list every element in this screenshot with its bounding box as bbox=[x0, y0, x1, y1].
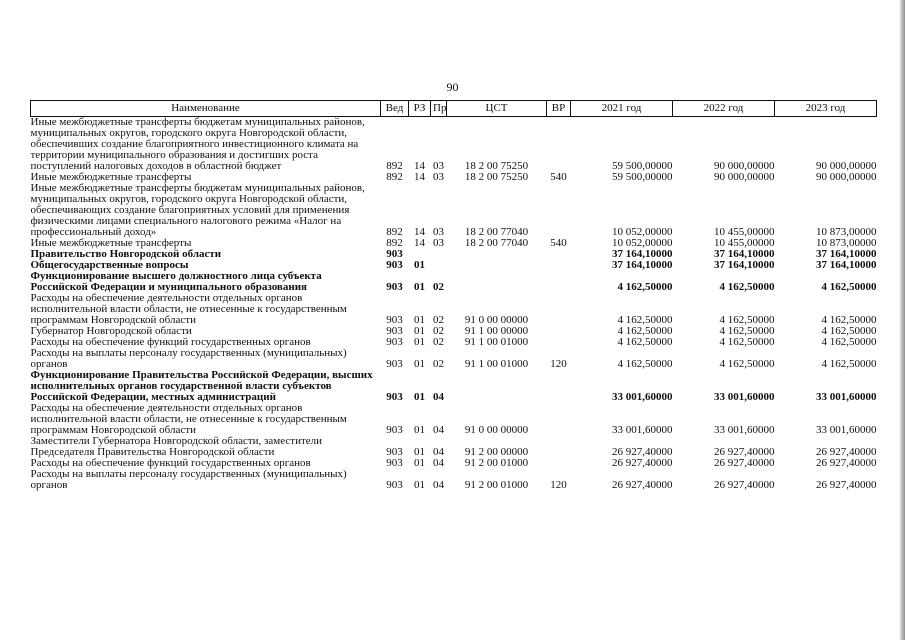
row-ved: 903 bbox=[386, 259, 403, 271]
row-vr bbox=[547, 260, 571, 271]
row-rz: 14 bbox=[414, 160, 425, 172]
row-name: Иные межбюджетные трансферты bbox=[30, 171, 192, 183]
table-row bbox=[31, 403, 877, 436]
row-2021-amount: 26 927,40000 bbox=[612, 479, 673, 491]
row-2021-amount: 33 001,60000 bbox=[612, 391, 673, 403]
row-cst: 91 1 00 01000 bbox=[464, 358, 529, 370]
row-vr: 540 bbox=[550, 171, 567, 183]
row-rz: 01 bbox=[414, 457, 425, 469]
row-name: Иные межбюджетные трансферты bbox=[30, 237, 192, 249]
row-2021-amount: 26 927,40000 bbox=[612, 457, 673, 469]
row-2023-amount: 90 000,00000 bbox=[816, 171, 877, 183]
row-ved: 892 bbox=[386, 171, 403, 183]
header-2022: 2022 год bbox=[673, 101, 775, 117]
row-2022-amount: 4 162,50000 bbox=[719, 358, 775, 370]
row-2023-amount: 4 162,50000 bbox=[821, 314, 877, 326]
row-name: Расходы на обеспечение функций государственных органов bbox=[30, 336, 311, 348]
row-cst bbox=[447, 271, 547, 293]
row-pr: 02 bbox=[433, 281, 444, 293]
row-vr: 540 bbox=[550, 237, 567, 249]
row-2023-amount: 4 162,50000 bbox=[821, 281, 877, 293]
row-ved: 903 bbox=[386, 358, 403, 370]
row-2021-amount: 37 164,10000 bbox=[612, 248, 673, 260]
row-cst: 91 1 00 01000 bbox=[464, 336, 529, 348]
scan-edge-shadow bbox=[899, 0, 905, 640]
row-rz: 01 bbox=[414, 336, 425, 348]
row-pr: 04 bbox=[433, 479, 444, 491]
row-2023-amount: 4 162,50000 bbox=[821, 358, 877, 370]
row-rz: 14 bbox=[414, 237, 425, 249]
row-2021-amount: 4 162,50000 bbox=[617, 281, 673, 293]
row-pr: 02 bbox=[433, 336, 444, 348]
row-cst bbox=[447, 260, 547, 271]
row-2021-amount: 10 052,00000 bbox=[612, 226, 673, 238]
row-2022-amount: 37 164,10000 bbox=[714, 248, 775, 260]
row-ved: 903 bbox=[386, 281, 403, 293]
row-cst: 91 2 00 01000 bbox=[464, 479, 529, 491]
row-name: Расходы на выплаты персоналу государственных (муниципальных) органов bbox=[30, 347, 347, 370]
row-ved: 892 bbox=[386, 226, 403, 238]
row-pr: 04 bbox=[433, 446, 444, 458]
row-cst: 18 2 00 77040 bbox=[464, 237, 529, 249]
row-2022-amount: 90 000,00000 bbox=[714, 160, 775, 172]
header-vr: ВР bbox=[547, 101, 571, 117]
row-2022-amount: 33 001,60000 bbox=[714, 391, 775, 403]
row-vr bbox=[547, 436, 571, 458]
row-2023-amount: 4 162,50000 bbox=[821, 336, 877, 348]
row-2022-amount: 37 164,10000 bbox=[714, 259, 775, 271]
row-name: Расходы на обеспечение деятельности отдельных органов исполнительной власти области, не отнесенные к государственным программам Новгородской области bbox=[30, 402, 347, 436]
header-rz: РЗ bbox=[409, 101, 431, 117]
row-pr: 04 bbox=[433, 424, 444, 436]
row-pr: 03 bbox=[433, 171, 444, 183]
row-pr: 04 bbox=[433, 391, 444, 403]
row-2021-amount: 33 001,60000 bbox=[612, 424, 673, 436]
row-name: Расходы на обеспечение функций государственных органов bbox=[30, 457, 311, 469]
row-2021-amount: 26 927,40000 bbox=[612, 446, 673, 458]
row-2022-amount: 26 927,40000 bbox=[714, 457, 775, 469]
table-row bbox=[31, 436, 877, 458]
row-name: Функционирование Правительства Российской Федерации, высших исполнительных органов государственной власти субъектов Российской Федерации, местных администраций bbox=[30, 369, 373, 403]
budget-table bbox=[30, 100, 877, 491]
row-ved: 903 bbox=[386, 336, 403, 348]
row-vr bbox=[547, 293, 571, 326]
row-pr: 02 bbox=[433, 325, 444, 337]
row-pr bbox=[431, 249, 447, 260]
row-pr: 02 bbox=[433, 358, 444, 370]
table-row bbox=[31, 117, 877, 173]
row-2021-amount: 4 162,50000 bbox=[617, 336, 673, 348]
row-ved: 903 bbox=[386, 424, 403, 436]
row-2023-amount: 90 000,00000 bbox=[816, 160, 877, 172]
row-vr bbox=[547, 337, 571, 348]
row-cst: 91 0 00 00000 bbox=[464, 424, 529, 436]
row-2022-amount: 26 927,40000 bbox=[714, 479, 775, 491]
row-2023-amount: 33 001,60000 bbox=[816, 424, 877, 436]
row-ved: 903 bbox=[386, 457, 403, 469]
row-vr bbox=[547, 403, 571, 436]
row-vr bbox=[547, 271, 571, 293]
row-rz: 01 bbox=[414, 358, 425, 370]
row-ved: 892 bbox=[386, 160, 403, 172]
header-cst: ЦСТ bbox=[447, 101, 547, 117]
row-ved: 903 bbox=[386, 248, 403, 260]
row-cst: 91 2 00 01000 bbox=[464, 457, 529, 469]
row-vr bbox=[547, 458, 571, 469]
row-cst: 91 0 00 00000 bbox=[464, 314, 529, 326]
page-number: 90 bbox=[446, 80, 459, 94]
budget-table-body bbox=[31, 117, 877, 492]
row-2023-amount: 26 927,40000 bbox=[816, 479, 877, 491]
row-cst: 18 2 00 75250 bbox=[464, 171, 529, 183]
row-ved: 892 bbox=[386, 237, 403, 249]
row-ved: 903 bbox=[386, 314, 403, 326]
row-name: Расходы на обеспечение деятельности отдельных органов исполнительной власти области, не отнесенные к государственным программам Новгородской области bbox=[30, 292, 347, 326]
row-rz: 01 bbox=[414, 391, 425, 403]
row-2021-amount: 4 162,50000 bbox=[617, 358, 673, 370]
row-pr: 03 bbox=[433, 160, 444, 172]
row-2021-amount: 4 162,50000 bbox=[617, 314, 673, 326]
header-ved: Вед bbox=[381, 101, 409, 117]
header-2021: 2021 год bbox=[571, 101, 673, 117]
row-2023-amount: 4 162,50000 bbox=[821, 325, 877, 337]
row-ved: 903 bbox=[386, 391, 403, 403]
table-row bbox=[31, 271, 877, 293]
header-pr: Пр bbox=[431, 101, 447, 117]
row-rz: 01 bbox=[414, 424, 425, 436]
row-2023-amount: 10 873,00000 bbox=[816, 237, 877, 249]
row-vr bbox=[547, 326, 571, 337]
row-2021-amount: 10 052,00000 bbox=[612, 237, 673, 249]
row-2022-amount: 90 000,00000 bbox=[714, 171, 775, 183]
row-cst: 18 2 00 77040 bbox=[464, 226, 529, 238]
row-2022-amount: 26 927,40000 bbox=[714, 446, 775, 458]
row-cst: 18 2 00 75250 bbox=[464, 160, 529, 172]
row-ved: 903 bbox=[386, 479, 403, 491]
row-2021-amount: 59 500,00000 bbox=[612, 171, 673, 183]
row-name: Иные межбюджетные трансферты бюджетам муниципальных районов, муниципальных округов, городского округа Новгородской области, обеспечивающих создание благоприятных условий для применения физическими лицами специального налогового режима «Налог на профессиональный доход» bbox=[30, 182, 365, 238]
row-name: Общегосударственные вопросы bbox=[30, 259, 189, 271]
table-row bbox=[31, 348, 877, 370]
row-cst: 91 1 00 00000 bbox=[464, 325, 529, 337]
row-2023-amount: 26 927,40000 bbox=[816, 446, 877, 458]
table-row bbox=[31, 469, 877, 491]
row-pr: 03 bbox=[433, 237, 444, 249]
table-row bbox=[31, 370, 877, 403]
header-row bbox=[31, 101, 877, 117]
row-vr: 120 bbox=[550, 479, 567, 491]
row-vr: 120 bbox=[550, 358, 567, 370]
row-rz: 01 bbox=[414, 446, 425, 458]
table-row bbox=[31, 293, 877, 326]
row-2022-amount: 4 162,50000 bbox=[719, 336, 775, 348]
row-2022-amount: 4 162,50000 bbox=[719, 325, 775, 337]
row-rz: 01 bbox=[414, 479, 425, 491]
row-vr bbox=[547, 117, 571, 173]
row-rz: 14 bbox=[414, 226, 425, 238]
row-2021-amount: 59 500,00000 bbox=[612, 160, 673, 172]
row-2023-amount: 10 873,00000 bbox=[816, 226, 877, 238]
row-rz: 01 bbox=[414, 325, 425, 337]
row-2023-amount: 33 001,60000 bbox=[816, 391, 877, 403]
row-rz: 14 bbox=[414, 171, 425, 183]
row-name: Расходы на выплаты персоналу государственных (муниципальных) органов bbox=[30, 468, 347, 491]
row-2022-amount: 4 162,50000 bbox=[719, 314, 775, 326]
row-cst bbox=[447, 249, 547, 260]
row-ved: 903 bbox=[386, 446, 403, 458]
row-2022-amount: 4 162,50000 bbox=[719, 281, 775, 293]
row-2021-amount: 37 164,10000 bbox=[612, 259, 673, 271]
row-pr: 02 bbox=[433, 314, 444, 326]
row-pr: 04 bbox=[433, 457, 444, 469]
row-rz: 01 bbox=[414, 259, 425, 271]
row-vr bbox=[547, 249, 571, 260]
table-row bbox=[31, 183, 877, 238]
row-name: Заместители Губернатора Новгородской области, заместители Председателя Правительства Новгородской области bbox=[30, 435, 323, 458]
row-2023-amount: 37 164,10000 bbox=[816, 259, 877, 271]
row-vr bbox=[547, 370, 571, 403]
row-2023-amount: 37 164,10000 bbox=[816, 248, 877, 260]
row-2022-amount: 33 001,60000 bbox=[714, 424, 775, 436]
row-2021-amount: 4 162,50000 bbox=[617, 325, 673, 337]
row-cst: 91 2 00 00000 bbox=[464, 446, 529, 458]
row-rz: 01 bbox=[414, 314, 425, 326]
row-pr bbox=[431, 260, 447, 271]
row-pr: 03 bbox=[433, 226, 444, 238]
header-name: Наименование bbox=[31, 101, 381, 117]
row-ved: 903 bbox=[386, 325, 403, 337]
row-rz: 01 bbox=[414, 281, 425, 293]
row-name: Функционирование высшего должностного лица субъекта Российской Федерации и муниципального образования bbox=[30, 270, 322, 293]
row-2022-amount: 10 455,00000 bbox=[714, 226, 775, 238]
row-name: Иные межбюджетные трансферты бюджетам муниципальных районов, муниципальных округов, городского округа Новгородской области, обеспечивших создание благоприятного инвестиционного климата на территории муниципального образования и достигших роста поступлений налоговых доходов в областной бюджет bbox=[30, 116, 365, 172]
row-2022-amount: 10 455,00000 bbox=[714, 237, 775, 249]
row-2023-amount: 26 927,40000 bbox=[816, 457, 877, 469]
row-name: Губернатор Новгородской области bbox=[30, 325, 192, 337]
row-name: Правительство Новгородской области bbox=[30, 248, 222, 260]
row-cst bbox=[447, 370, 547, 403]
header-2023: 2023 год bbox=[775, 101, 877, 117]
row-vr bbox=[547, 183, 571, 238]
